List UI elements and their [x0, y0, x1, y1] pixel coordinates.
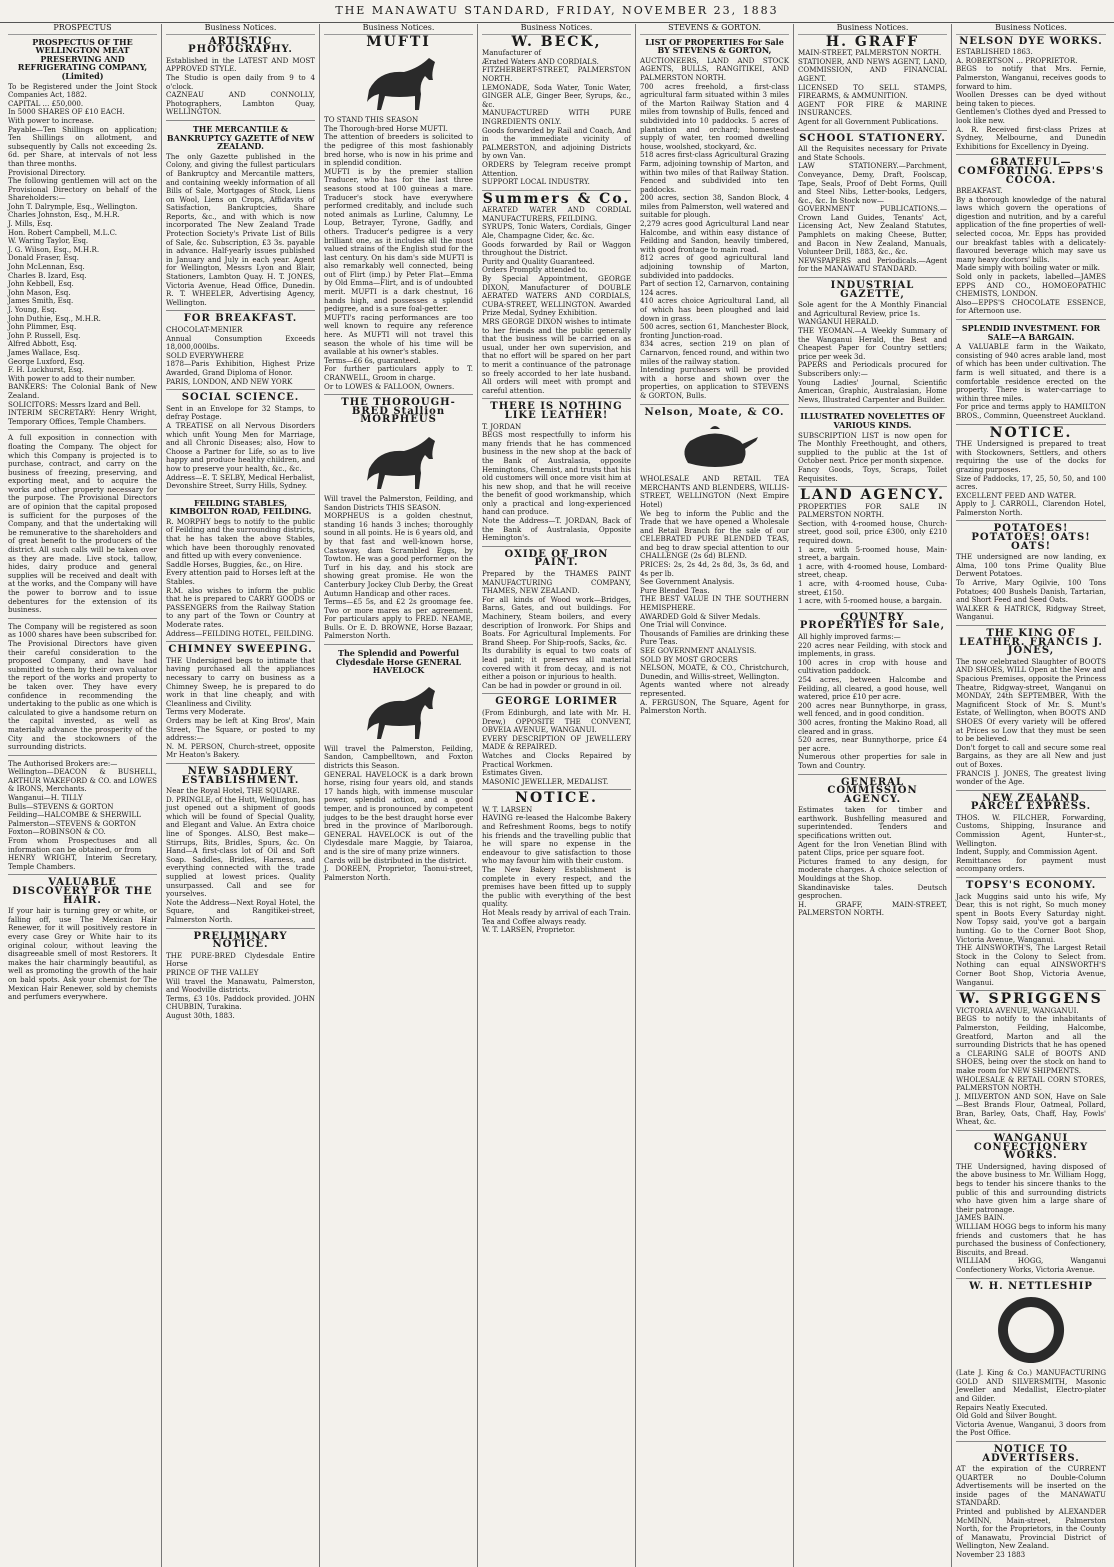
column-6 — [794, 24, 952, 1567]
ad-body: THE Undersigned is prepared to treat with Stockowners, Settlers, and others requiring the use of the docks for grazing purposes. Size of Paddocks, 17, 25, 50, 50, and 100 acres. EXCELLENT FEED AND WATER. Apply to J. CARROLL, Clarendon Hotel, Palmerston North. — [956, 439, 1106, 517]
ad-title: FEILDING STABLES, KIMBOLTON ROAD, FEILDING. — [169, 497, 312, 517]
ad-body: THE Undersigned begs to intimate that having purchased all the appliances necessary to carry on business as a Chimney Sweep, he is prepared to do work in that line cheaply, and with Cleanliness and Civility. Terms very Moderate. Orders may be left at King Bros', Main Street, The Square, or posted to my address:— N. M. PERSON, Church-street, opposite Mr Heaton's Bakery. — [166, 655, 315, 760]
ad-title: THE MERCANTILE & BANKRUPTCY GAZETTE of NEW ZEALAND. — [166, 123, 315, 152]
ad-title: GEORGE LORIMER — [495, 696, 618, 708]
column-1 — [4, 24, 162, 1567]
ad-body: R. MORPHY begs to notify to the public of Feilding and the surrounding districts, that he has taken the above Stables, which have been thoroughly renovated and fitted up with every convenience. Saddle Horses, Buggies, &c., on Hire. Every attention paid to Horses left at the Stables. R.M. also wishes to inform the public that he is prepared to CARRY GOODS or PASSENGERS from the Railway Station to any part of the Town or Country at Moderate rates. Address—FEILDING HOTEL, FEILDING. — [166, 516, 315, 638]
ad-body: The Company will be registered as soon as 1000 shares have been subscribed for. The Provisional Directors have given their careful consideration to the proposed Company, and have had submitted to them by their own valuator the report of the works and property to be taken over. They have every confidence in recommending the undertaking to the public as one which is calculated to give a handsome return on the capital invested, as well as materially advance the prosperity of the City and the stockowners of the surrounding districts. — [8, 621, 157, 752]
advertisement — [8, 38, 157, 431]
column-5 — [636, 24, 794, 1567]
advertisement — [482, 790, 631, 938]
column-header: Business Notices. — [324, 24, 473, 35]
advertisement — [482, 698, 631, 790]
ad-title: PROSPECTUS OF THE WELLINGTON MEAT PRESERVING AND REFRIGERATING COMPANY, (Limited) — [17, 36, 148, 81]
ad-body: TO STAND THIS SEASON The Thorough-bred Horse MUFTI. The attention of breeders is solicited to the pedigree of this most fashionably bred horse, who is now in his prime and in splendid condition. MUFTI is by the premier stallion Traducer, who has for the last three seasons stood at 100 guineas a mare. Traducer's stock have everywhere performed creditably, and include such noted animals as Lurline, Calumny, Le Loup, Betrayer, Tyrone, Gadfly, and others. Traducer's pedigree is a very brilliant one, as it includes all the most valued strains of the English stud for the last century. On his dam's side MUFTI is also remarkably well connected, being out of Flirt (imp.) by Peter Flat—Emma by Old Emma—Flirt, and is of undoubted merit. MUFTI is a dark chestnut, 16 hands high, and possesses a splendid pedigree, and is a sure foal-getter. MUFTI's racing performances are too well known to require any reference here. As MUFTI will not travel this season the whole of his time will be available at his owner's stables. Terms—£6 6s, guaranteed. For further particulars apply to T. CRANWELL, Groom in charge. Or to LOWES & FALLOON, Owners. — [324, 115, 473, 391]
advertisement — [956, 991, 1106, 1131]
column-header: PROSPECTUS — [8, 24, 157, 35]
advertisement — [8, 879, 157, 1004]
ad-body: Will travel the Palmerston, Feilding, Sandon, Campbelltown, and Foxton districts this Season. GENERAL HAVELOCK is a dark brown horse, rising four years old, and stands 17 hands high, with immense muscular power, splendid action, and a good temper, and is pronounced by competent judges to be the best draught horse ever bred in the province of Marlborough. GENERAL HAVELOCK is out of the Clydesdale mare Maggie, by Taiaroa, and is the sire of many prize winners. Cards will be distributed in the district. J. DOREEN, Proprietor, Taonui-street, Palmerston North. — [324, 743, 473, 882]
advertisement — [640, 406, 789, 719]
ad-title: W. BECK, — [511, 33, 602, 50]
advertisement — [166, 315, 315, 390]
ad-body: Estimates taken for timber and earthwork. Bushfelling measured and superintended. Tenders and specifications written out. Agent for the Iron Venetian Blind with patent Clips, price per square foot. Pictures framed to any design, for moderate charges. A choice selection of Mouldings at the Shop. Skandinaviske tales. Deutsch gesprochen. H. GRAFF, MAIN-STREET, PALMERSTON NORTH. — [798, 805, 947, 918]
advertisement — [324, 33, 473, 396]
column-7 — [952, 24, 1110, 1567]
advertisement — [798, 132, 947, 279]
ad-title: The Splendid and Powerful Clydesdale Horse GENERAL HAVELOCK — [335, 648, 462, 676]
ad-title: NEW ZEALAND PARCEL EXPRESS. — [970, 792, 1092, 813]
ad-title: H. GRAFF — [825, 33, 920, 50]
advertisement — [166, 394, 315, 495]
ad-title: THE THOROUGH-BRED Stallion MORPHEUS — [341, 397, 456, 426]
ad-title: NOTICE. — [515, 790, 598, 807]
ad-title: GENERAL COMMISSION AGENCY. — [827, 776, 918, 805]
ad-title: THERE IS NOTHING LIKE LEATHER! — [490, 401, 623, 421]
column-header: Business Notices. — [166, 24, 315, 35]
advertisement — [956, 630, 1106, 791]
advertisement — [482, 190, 631, 400]
advertisement — [8, 623, 157, 756]
seal-illustration — [996, 1295, 1066, 1365]
advertisement — [166, 35, 315, 121]
advertisement — [798, 776, 947, 922]
advertisement — [166, 930, 315, 1024]
ad-title: THE KING OF LEATHER. FRANCIS J. JONES, — [959, 628, 1103, 657]
advertisement — [166, 499, 315, 643]
ad-body: The only Gazette published in the Colony, and giving the fullest particulars of Bankruptcy and Mercantile matters, and containing weekly information of all Bills of Sale, Mortgages of Stock, Liens on Wool, Liens on Crops, Affidavits of Satisfaction, Bankruptcies, Share Reports, &c., and with which is now incorporated The New Zealand Trade Protection Society's Private List of Bills of Sale, &c. Subscription, £3 3s. payable in advance. Half-yearly issues published in January and July in each year. Agent for Wellington, Messrs Lyon and Blair, Stationers, Lambton Quay. H. T. JONES, Victoria Avenue, Head Office, Dunedin. R. T. WHEELER, Advertising Agency, Wellington. — [166, 151, 315, 307]
ad-title: ILLUSTRATED NOVELETTES OF VARIOUS KINDS. — [800, 411, 945, 430]
ad-body: W. T. LARSEN HAVING re-leased the Halcombe Bakery and Refreshment Rooms, begs to notify his friends and the travelling public that he will spare no expense in the endeavour to give satisfaction to those who may favour him with their custom. The New Bakery Establishment is complete in every respect, and the premises have been fitted up to supply the public with everything of the best quality. Hot Meals ready by arrival of each Train. Tea and Coffee always ready. W. T. LARSEN, Proprietor. — [482, 804, 631, 935]
column-header: Business Notices. — [956, 24, 1106, 35]
ad-body: T. JORDAN BEGS most respectfully to inform his many friends that he has commenced business in the new shop at the back of the Bank of Australasia, opposite Hemingtons, Chemist, and trusts that his old customers will once more visit him at his new shop, and that he will receive the benefit of good workmanship, which only a practical and long-experienced hand can produce. Note the Address—T. JORDAN, Back of the Bank of Australasia, Opposite Hemington's. — [482, 421, 631, 543]
ad-title: LAND AGENCY. — [799, 487, 945, 504]
ad-title: VALUABLE DISCOVERY FOR THE HAIR. — [12, 877, 153, 906]
ad-body: Jack Muggins said unto his wife, My Dear, this is not right, So much money spent in Boots Every Saturday night. Now Topsy said, you've got a bargain hunting. Go to the Corner Boot Shop, Victoria Avenue, Wanganui. THE AINSWORTH'S, The Largest Retail Stock in the Colony to Select from. Nothing can equal AINSWORTH'S Corner Boot Shop, Victoria Avenue, Wanganui. — [956, 891, 1106, 987]
ad-title: SPLENDID INVESTMENT. FOR SALE—A BARGAIN. — [961, 323, 1101, 342]
column-4 — [478, 24, 636, 1567]
horse-illustration — [349, 679, 449, 741]
ad-body: The Authorised Brokers are:— Wellington—DEACON & BUSHELL, ARTHUR WAKEFORD & CO. and LOWES & IRONS, Merchants. Wanganui—H. TILLY Bulls—STEVENS & GORTON Feilding—HALCOMBE & SHERWILL Palmerston—STEVENS & GORTON Foxton—ROBINSON & CO. From whom Prospectuses and all information can be obtained, or from HENRY WRIGHT, Interim Secretary, Temple Chambers. — [8, 758, 157, 871]
ad-body: (Late J. King & Co.) MANUFACTURING GOLD AND SILVERSMITH, Masonic Jeweller and Medallist, Electro-plater and Gilder. Repairs Neatly Executed. Old Gold and Silver Bought. Victoria Avenue, Wanganui, 3 doors from the Post Office. — [956, 1368, 1106, 1438]
ad-title: SOCIAL SCIENCE. — [181, 392, 300, 404]
teapot-illustration — [670, 421, 760, 471]
ad-body: BREAKFAST. By a thorough knowledge of the natural laws which govern the operations of digestion and nutrition, and by a careful application of the fine properties of well-selected cocoa, Mr. Epps has provided our breakfast tables with a delicately-flavoured beverage which may save us many heavy doctors' bills. Made simply with boiling water or milk. Sold only in packets, labelled—JAMES EPPS AND CO., HOMOEOPATHIC CHEMISTS, LONDON. Also—EPPS'S CHOCOLATE ESSENCE, for Afternoon use. — [956, 186, 1106, 316]
ad-title: GRATEFUL—COMFORTING. EPPS'S COCOA. — [957, 157, 1105, 186]
column-header: Business Notices. — [482, 24, 631, 35]
ad-body: If your hair is turning grey or white, or falling off, use The Mexican Hair Renewer, for it will positively restore in every case Grey or White hair to its original colour, without leaving the disagreeable smell of most Restorers. It makes the hair charmingly beautiful, as well as promoting the growth of the hair on bald spots. Ask your chemist for The Mexican Hair Renewer, sold by chemists and perfumers everywhere. — [8, 906, 157, 1002]
ad-title: CHIMNEY SWEEPING. — [168, 644, 313, 656]
ad-title: SCHOOL STATIONERY. — [799, 132, 946, 144]
advertisement — [956, 882, 1106, 991]
advertisement — [798, 487, 947, 610]
ad-body: PROPERTIES FOR SALE IN PALMERSTON NORTH. Section, with 4-roomed house, Church-street, good soil, price £300, only £210 required down. 1 acre, with 5-roomed house, Main-street, a bargain. 1 acre, with 4-roomed house, Lombard-street, cheap. 1 acre, with 4-roomed house, Cuba-street, £150. 1 acre, with 5-roomed house, a bargain. — [798, 501, 947, 606]
ad-body: Established in the LATEST AND MOST APPROVED STYLE. The Studio is open daily from 9 to 4 o'clock. CAZNEAU AND CONNOLLY, Photographers, Lambton Quay, WELLINGTON. — [166, 55, 315, 117]
advertisement — [8, 434, 157, 618]
ad-body: Sole agent for the A Monthly Financial and Agricultural Review, price 1s. WANGANUI HERALD. THE YEOMAN.—A Weekly Summary of the Wanganui Herald, the Best and Cheapest Paper for Country settlers; price per week 3d. PAPERS and Periodicals procured for Subscribers only:— Young Ladies' Journal, Scientific American, Graphic, Australasian, Home News, Illustrated Carpenter and Builder. — [798, 300, 947, 404]
advertisement — [956, 1135, 1106, 1279]
advertisement — [956, 324, 1106, 425]
advertisement — [956, 1280, 1106, 1442]
ad-body: WHOLESALE AND RETAIL TEA MERCHANTS AND BLENDERS, WILLIS-STREET, WELLINGTON (Next Empire Hotel) We beg to inform the Public and the Trade that we have opened a Wholesale and Retail Branch for the sale of our CELEBRATED PURE BLENDED TEAS, and beg to draw special attention to our CHALLENGE (2s 6d) BLEND. PRICES: 2s, 2s 4d, 2s 8d, 3s, 3s 6d, and 4s per lb. See Government Analysis. Pure Blended Teas. THE BEST VALUE IN THE SOUTHERN HEMISPHERE. AWARDED Gold & Silver Medals. One Trial will Convince. Thousands of Families are drinking these Pure Teas. SEE GOVERNMENT ANALYSIS. SOLD BY MOST GROCERS NELSON, MOATE, & CO., Christchurch, Dunedin, and Willis-street, Wellington. Agents wanted where not already represented. A. FERGUSON, The Square, Agent for Palmerston North. — [640, 474, 789, 716]
ad-body: ESTABLISHED 1863. A. ROBERTSON ... PROPRIETOR. BEGS to notify that Mrs. Fernie, Palmerston, Wanganui, receives goods to forward to him. Woollen Dresses can be dyed without being taken to pieces. Gentlemen's Clothes dyed and Pressed to look like new. A. R. Received first-class Prizes at Sydney, Melbourne, and Dunedin Exhibitions for Excellency in Dyeing. — [956, 47, 1106, 151]
advertisement — [956, 159, 1106, 320]
advertisement — [956, 792, 1106, 878]
ad-body: THE PURE-BRED Clydesdale Entire Horse PRINCE OF THE VALLEY Will travel the Manawatu, Palmerston, and Woodville districts. Terms, £3 10s. Paddock provided. JOHN CHUBBIN, Turakina. August 30th, 1883. — [166, 950, 315, 1020]
ad-body: The now celebrated Slaughter of BOOTS AND SHOES, WILL Open at the New and Spacious Premises, opposite the Princess Theatre, Ridgway-street, Wanganui on MONDAY, 24th SEPTEMBER, With the Magnificent Stock of Mr. S. Munt's Estate, of Wellington, when BOOTS AND SHOES Of every variety will be offered at Prices so Low that they must be seen to be believed. Don't forget to call and secure some real Bargains, as they are all New and just out of Boxes. FRANCIS J. JONES, The greatest living wonder of the Age. — [956, 656, 1106, 787]
ad-title: OXIDE OF IRON PAINT. — [504, 548, 609, 569]
ad-title: WANGANUI CONFECTIONERY WORKS. — [973, 1133, 1089, 1162]
ad-title: Nelson, Moate, & CO. — [644, 406, 785, 418]
horse-illustration — [349, 50, 449, 112]
advertisement — [798, 611, 947, 775]
ad-title: NOTICE. — [989, 424, 1073, 441]
ad-title: W. H. NETTLESHIP — [969, 1280, 1093, 1292]
ad-title: FOR BREAKFAST. — [183, 313, 298, 325]
advertisement — [166, 765, 315, 929]
ad-title: POTATOES! POTATOES! OATS! OATS! — [971, 523, 1091, 552]
ad-body: Manufacturer of Ærated Waters AND CORDIALS. FITZHERBERT-STREET, PALMERSTON NORTH. LEMONADE, Soda Water, Tonic Water, GINGER ALE, Ginger Beer, Syrups, &c., &c. MANUFACTURED WITH PURE INGREDIENTS ONLY. Goods forwarded by Rail and Coach, And in the immediate vicinity of PALMERSTON, and adjoining Districts by own Van. ORDERS by Telegram receive prompt Attention. SUPPORT LOCAL INDUSTRY. — [482, 48, 631, 187]
ad-title: ARTISTIC PHOTOGRAPHY. — [188, 35, 293, 56]
column-3 — [320, 24, 478, 1567]
advertisement — [798, 412, 947, 487]
advertisement — [798, 282, 947, 408]
ad-body: THE Undersigned, having disposed of the above business to Mr. William Hogg, begs to tender his sincere thanks to the public of this and surrounding districts who have given him a large share of their patronage. JAMES BAIN. WILLIAM HOGG begs to inform his many friends and customers that he has purchased the business of Confectionery, Biscuits, and Bread. WILLIAM HOGG, Wanganui Confectionery Works, Victoria Avenue. — [956, 1161, 1106, 1274]
advertisement — [482, 548, 631, 695]
ad-body: A full exposition in connection with floating the Company. The object for which this Company is projected is to purchase, contract, and carry on the business of freezing, preserving, and exporting meat, and to acquire the works and other property necessary for the purpose. The Provisional Directors are of opinion that the capital proposed is sufficient for the purposes of the Company, and that the undertaking will be remunerative to the shareholders and of great benefit to the producers of the district. All such calls will be taken over as they are made. Live stock, tallow, hides, dairy produce and general supplies will be received and dealt with at the works, and the Company will have the power to borrow and to issue debentures for the extension of its business. — [8, 433, 157, 615]
column-header: STEVENS & GORTON. — [640, 24, 789, 35]
ad-body: Prepared by the THAMES PAINT MANUFACTURING COMPANY, THAMES, NEW ZEALAND. For all kinds of Wood work—Bridges, Barns, Gates, and out buildings. For Machinery, Steam boilers, and every description of Ironwork. For Ships and Boats. For Agricultural Implements. For Brand Sheep. For Ship-roofs, Sacks, &c. Its durability is equal to two coats of lead paint; it preserves all material covered with it from decay, and is not either a poison or injurious to health. Can be had in powder or ground in oil. — [482, 569, 631, 690]
ad-body: CHOCOLAT-MENIER Annual Consumption Exceeds 18,000,000lbs. SOLD EVERYWHERE 1878—Paris Exhibition, Highest Prize Awarded, Grand Diploma of Honor. PARIS, LONDON, AND NEW YORK — [166, 325, 315, 386]
ad-body: All highly improved farms:— 220 acres near Feilding, with stock and implements, in grass. 100 acres in crop with house and cultivation paddock. 254 acres, between Halcombe and Feilding, all cleared, a good house, well watered, price £10 per acre. 200 acres near Bunnythorpe, in grass, well fenced, and in good condition. 300 acres, fronting the Makino Road, all cleared and in grass. 520 acres, near Bunnythorpe, price £4 per acre. Numerous other properties for sale in Town and Country. — [798, 632, 947, 770]
column-header: Business Notices. — [798, 24, 947, 35]
advertisement — [482, 33, 631, 191]
advertisement — [956, 525, 1106, 626]
ad-body: A VALUABLE farm in the Waikato, consisting of 940 acres arable land, most of which has been under cultivation. The farm is well situated, and there is a comfortable residence erected on the property. There is water-carriage to within three miles. For price and terms apply to HAMILTON BROS., Comminn, Queenstreet Auckland. — [956, 342, 1106, 420]
ad-title: LIST OF PROPERTIES For Sale BY STEVENS & GORTON, — [645, 36, 784, 56]
ad-body: (From Edinburgh, and late with Mr. H. Drew,) OPPOSITE THE CONVENT, OBVEIA AVENUE, WANGANUI. EVERY DESCRIPTION OF JEWELLERY MADE & REPAIRED. Watches and Clocks Repaired by Practical Workmen. Estimates Given. MASONIC JEWELLER, MEDALIST. — [482, 707, 631, 786]
ad-title: NELSON DYE WORKS. — [959, 35, 1103, 47]
advertisement — [956, 424, 1106, 522]
ad-title: TOPSY'S ECONOMY. — [965, 880, 1097, 892]
advertisement — [482, 403, 631, 547]
horse-illustration — [349, 429, 449, 491]
ad-body: MAIN-STREET, PALMERSTON NORTH. STATIONER, AND NEWS AGENT, LAND, COMMISSION, AND FINANCIAL AGENT. LICENSED TO SELL STAMPS, FIREARMS, & AMMUNITION. AGENT FOR FIRE & MARINE INSURANCES. Agent for all Government Publications. — [798, 48, 947, 126]
ad-body: THOS. W. FILCHER, Forwarding, Customs, Shipping, Insurance and Commission Agent, Hunter-st., Wellington. Indent, Supply, and Commission Agent. Remittances for payment must accompany orders. — [956, 812, 1106, 874]
ad-title: MUFTI — [366, 33, 431, 50]
ad-body: VICTORIA AVENUE, WANGANUI. BEGS to notify to the inhabitants of Palmerston, Feilding, Halcombe, Greatford, Marton and all the surrounding Districts that he has opened a CLEARING SALE of BOOTS AND SHOES, being over the stock on hand to make room for NEW SHIPMENTS. WHOLESALE & RETAIL CORN STORES, PALMERSTON NORTH. J. MILVERTON AND SON, Have on Sale—Best Brands Flour, Oatmeal, Pollard, Bran, Barley, Oats, Chaff, Hay, Fowls' Wheat, &c. — [956, 1005, 1106, 1127]
advertisement — [324, 399, 473, 645]
ad-title: NEW SADDLERY ESTABLISHMENT. — [181, 765, 300, 786]
ad-body: AUCTIONEERS, LAND AND STOCK AGENTS, BULLS, RANGITIKEI, AND PALMERSTON NORTH. 700 acres freehold, a first-class agricultural farm situated within 3 miles of the Marton Railway Station and 4 miles from township of Bulls, fenced and subdivided into 10 paddocks. 5 acres of plantation and orchard; homestead supply of water, ten roomed dwelling house, woolshed, stockyard, &c. 518 acres first-class Agricultural Grazing Farm, adjoining township of Marton, and within two miles of that Railway Station. Fenced and subdivided into ten paddocks. 200 acres, section 38, Sandon Block, 4 miles from Palmerston, well watered and suitable for plough. 2,279 acres good Agricultural Land near Halcombe, and within easy distance of Feilding and Sandon, heavily timbered, with good frontage to main road. 812 acres of good agricultural land adjoining township of Marton, subdivided into paddocks. Part of section 12, Carnarvon, containing 124 acres. 410 acres choice Agricultural Land, all of which has been ploughed and laid down in grass. 500 acres, section 61, Manchester Block, fronting Junction-road. 834 acres, section 219 on plan of Carnarvon, fenced round, and within two miles of the railway station. Intending purchasers will be provided with a horse and shown over the properties, on application to STEVENS & GORTON, Bulls. — [640, 55, 789, 400]
column-2 — [162, 24, 320, 1567]
ad-body: Near the Royal Hotel, THE SQUARE. D. PRINGLE, of the Hutt, Wellington, has just opened out a shipment of goods which will be found of Special Quality, and Elegant and Value. An Extra choice line of Sponges. ALSO, Best make—Stirrups, Bits, Bridles, Spurs, &c. On Hand—A first-class lot of Oil and Soft Soap. Saddles, Bridles, Harness, and everything connected with the trade supplied at lowest prices. Quality unsurpassed. Call and see for yourselves. Note the Address—Next Royal Hotel, the Square, and Rangitikei-street, Palmerston North. — [166, 786, 315, 924]
masthead: THE MANAWATU STANDARD, FRIDAY, NOVEMBER 23, 1883 — [0, 0, 1114, 23]
advertisement — [8, 760, 157, 876]
advertisement — [640, 38, 789, 405]
ad-title: INDUSTRIAL GAZETTE, — [830, 280, 915, 300]
ad-title: Summers & Co. — [482, 190, 631, 207]
ad-body: SUBSCRIPTION LIST is now open for The Monthly Freethought, and others, supplied to the public at the 1st of October next. Price per month sixpence. Fancy Goods, Toys, Scraps, Toilet Requisites. — [798, 430, 947, 483]
advertisement — [798, 33, 947, 131]
ad-body: AT the expiration of the CURRENT QUARTER no Double-Column Advertisements will be inserted on the inside pages of the MANAWATU STANDARD. Printed and published by ALEXANDER McMINN, Main-street, Palmerston North, for the Proprietors, in the County of Manawatu, Provincial District of Wellington, New Zealand. November 23 1883 — [956, 1464, 1106, 1560]
ad-body: AERATED WATER AND CORDIAL MANUFACTURERS, FEILDING. SYRUPS, Tonic Waters, Cordials, Ginger Ale, Champagne Cider, &c. &c. Goods forwarded by Rail or Waggon throughout the District. Purity and Quality Guaranteed. Orders Promptly attended to. By Special Appointment, GEORGE DIXON, Manufacturer of DOUBLE AERATED WATERS AND CORDIALS, CUBA-STREET, WELLINGTON. Awarded Prize Medal, Sydney Exhibition. MRS GEORGE DIXON wishes to intimate to her friends and the public generally that the business will be carried on as usual, under her own supervision, and that no effort will be spared on her part to merit a continuance of the patronage so freely accorded to her late husband. All orders will meet with prompt and careful attention. — [482, 205, 631, 395]
advertisement — [324, 649, 473, 885]
advertisement — [166, 646, 315, 764]
newspaper-columns — [4, 23, 1110, 1560]
advertisement — [956, 35, 1106, 156]
ad-title: COUNTRY PROPERTIES for Sale, — [799, 611, 946, 632]
ad-body: Sent in an Envelope for 32 Stamps, to defray Postage. A TREATISE on all Nervous Disorders which unfit Young Men for Marriage, and all Chronic Diseases; also, How to Choose a Partner for Life, so as to live happy and produce healthy children, and how to preserve your health, &c., &c. Address—E. T. SELBY, Medical Herbalist, Devonshire Street, Surry Hills, Sydney. — [166, 403, 315, 491]
ad-title: NOTICE TO ADVERTISERS. — [982, 1443, 1080, 1464]
ad-title: PRELIMINARY NOTICE. — [193, 930, 288, 951]
ad-title: W. SPRIGGENS — [959, 991, 1103, 1008]
ad-body: Will travel the Palmerston, Feilding, and Sandon Districts THIS SEASON. MORPHEUS is a golden chestnut, standing 16 hands 3 inches; thoroughly sound in all points. He is 6 years old, and by that fast and well-known horse, Castaway, dam Scrambled Eggs, by Towton. He was a good performer on the Turf in his day, and his stock are showing great promise. He won the Canterbury Jockey Club Derby, the Great Autumn Handicap and other races. Terms—£5 5s, and £2 2s groomage fee. Two or more mares as per agreement. For particulars apply to FRED. NEAME, Bulls. Or E. D. BROWNE, Horse Bazaar, Palmerston North. — [324, 493, 473, 641]
advertisement — [166, 125, 315, 311]
ad-body: To be Registered under the Joint Stock Companies Act, 1882. CAPITAL ... £50,000. In 5000 SHARES OF £10 EACH. With power to increase. Payable—Ten Shillings on application; Ten Shillings on allotment, and subsequently by Calls not exceeding 2s. 6d. per Share, at intervals of not less than three months. Provisional Directory. The following gentlemen will act on the Provisional Directory on behalf of the Shareholders:— John T. Dalrymple, Esq., Wellington. Charles Johnston, Esq., M.H.R. J. Mills, Esq. Hon. Robert Campbell, M.L.C. W. Waring Taylor, Esq. J. G. Wilson, Esq., M.H.R. Donald Fraser, Esq. John McLennan, Esq. Charles B. Izard, Esq. John Kebbell, Esq. John Mason, Esq. James Smith, Esq. J. Young, Esq. John Duthie, Esq., M.H.R. John Plimmer, Esq. John P. Russell, Esq. Alfred Abbott, Esq. James Wallace, Esq. George Luxford, Esq. F. H. Luckhurst, Esq. With power to add to their number. BANKERS: The Colonial Bank of New Zealand. SOLICITORS: Messrs Izard and Bell. INTERIM SECRETARY: Henry Wright, Temporary Offices, Temple Chambers. — [8, 81, 157, 426]
ad-body: THE undersigned are now landing, ex Alma, 100 tons Prime Quality Blue Derwent Potatoes. To Arrive, Mary Ogilvie, 100 Tons Potatoes; 400 Bushels Danish, Tartarian, and Short Feed and Seed Oats. WALKER & HATRICK, Ridgway Street, Wanganui. — [956, 552, 1106, 622]
advertisement — [956, 1443, 1106, 1563]
ad-body: All the Requisites necessary for Private and State Schools. LAW STATIONERY.—Parchment, Conveyance, Demy, Draft, Foolscap, Tape, Seals, Proof of Debt Forms, Quill and Steel Nibs, Letter-books, Ledgers, &c., &c. In Stock now— GOVERNMENT PUBLICATIONS.—Crown Land Guides, Tenants' Act, Licensing Act, New Zealand Statutes, Pamphlets on making Cheese, Butter, and Bacon in New Zealand, Manuals, Volunteer Drill, 1883, &c., &c. NEWSPAPERS and Periodicals.—Agent for the MANAWATU STANDARD. — [798, 144, 947, 274]
